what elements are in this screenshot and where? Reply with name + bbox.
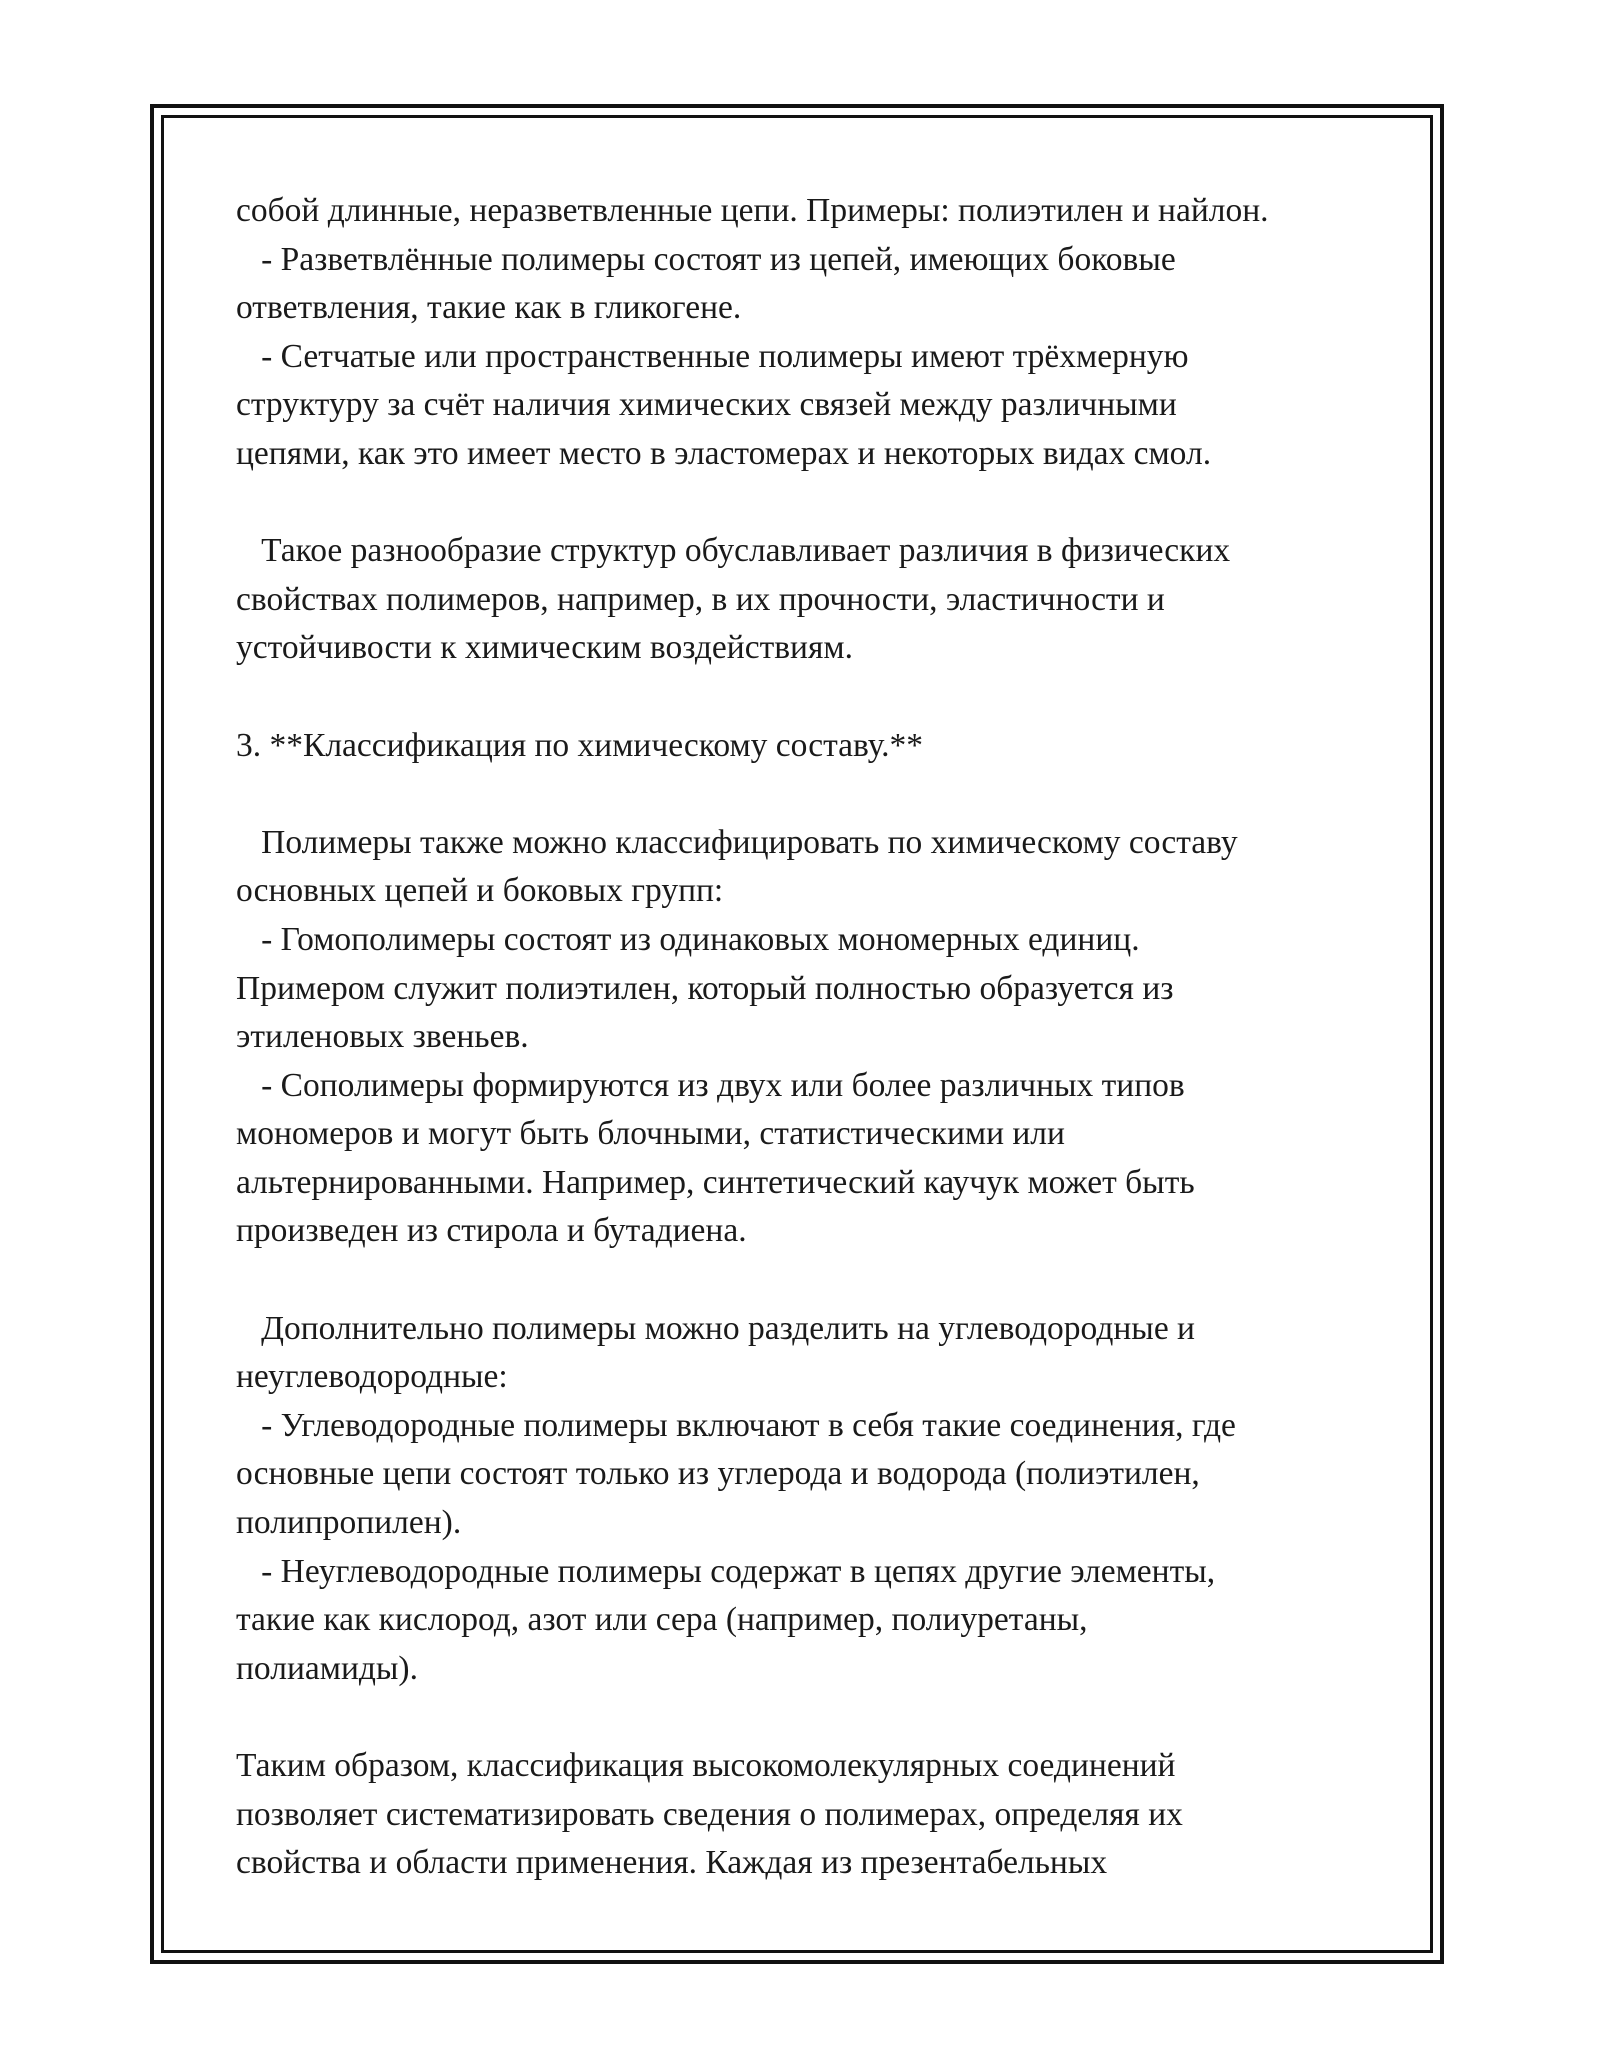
blank-line xyxy=(236,1693,1406,1742)
text-line: позволяет систематизировать сведения о полимерах, определяя их xyxy=(236,1795,1183,1833)
text-line: свойствах полимеров, например, в их прочности, эластичности и xyxy=(236,580,1165,618)
text-line: - Сетчатые или пространственные полимеры имеют трёхмерную xyxy=(236,337,1189,375)
text-line: Дополнительно полимеры можно разделить на углеводородные и xyxy=(236,1309,1195,1347)
text-line: Примером служит полиэтилен, который полностью образуется из xyxy=(236,969,1174,1007)
text-line: свойства и области применения. Каждая из презентабельных xyxy=(236,1844,1108,1882)
text-line: полиамиды). xyxy=(236,1649,418,1687)
blank-line xyxy=(236,479,1406,528)
text-line: такие как кислород, азот или сера (например, полиуретаны, xyxy=(236,1601,1088,1639)
text-line: этиленовых звеньев. xyxy=(236,1018,529,1056)
text-line: устойчивости к химическим воздействиям. xyxy=(236,629,853,667)
text-line: произведен из стирола и бутадиена. xyxy=(236,1212,747,1250)
text-line: Полимеры также можно классифицировать по химическому составу xyxy=(236,823,1238,861)
text-line: Таким образом, классификация высокомолекулярных соединений xyxy=(236,1747,1176,1784)
text-line: Такое разнообразие структур обуславливает различия в физических xyxy=(236,532,1231,570)
section-heading: 3. **Классификация по химическому составу.** xyxy=(236,726,923,764)
text-line: структуру за счёт наличия химических связей между различными xyxy=(236,386,1177,424)
blank-line xyxy=(236,1256,1406,1305)
text-line: полипропилен). xyxy=(236,1504,462,1542)
document-body xyxy=(236,187,1406,1888)
blank-line xyxy=(236,673,1406,722)
text-line: собой длинные, неразветвленные цепи. Примеры: полиэтилен и найлон. xyxy=(236,192,1269,229)
text-line: основные цепи состоят только из углерода и водорода (полиэтилен, xyxy=(236,1455,1200,1493)
text-line: - Гомополимеры состоят из одинаковых мономерных единиц. xyxy=(236,920,1140,958)
text-line: ответвления, такие как в гликогене. xyxy=(236,289,742,327)
text-line: - Углеводородные полимеры включают в себя такие соединения, где xyxy=(236,1406,1236,1444)
text-line: - Сополимеры формируются из двух или более различных типов xyxy=(236,1066,1185,1104)
text-line: альтернированными. Например, синтетический каучук может быть xyxy=(236,1163,1195,1201)
text-line: - Неуглеводородные полимеры содержат в цепях другие элементы, xyxy=(236,1552,1216,1590)
blank-line xyxy=(236,770,1406,819)
text-line: - Разветвлённые полимеры состоят из цепей, имеющих боковые xyxy=(236,240,1176,278)
text-line: мономеров и могут быть блочными, статистическими или xyxy=(236,1115,1065,1153)
text-line: цепями, как это имеет место в эластомерах и некоторых видах смол. xyxy=(236,434,1212,472)
text-line: неуглеводородные: xyxy=(236,1358,508,1396)
text-line: основных цепей и боковых групп: xyxy=(236,872,724,910)
